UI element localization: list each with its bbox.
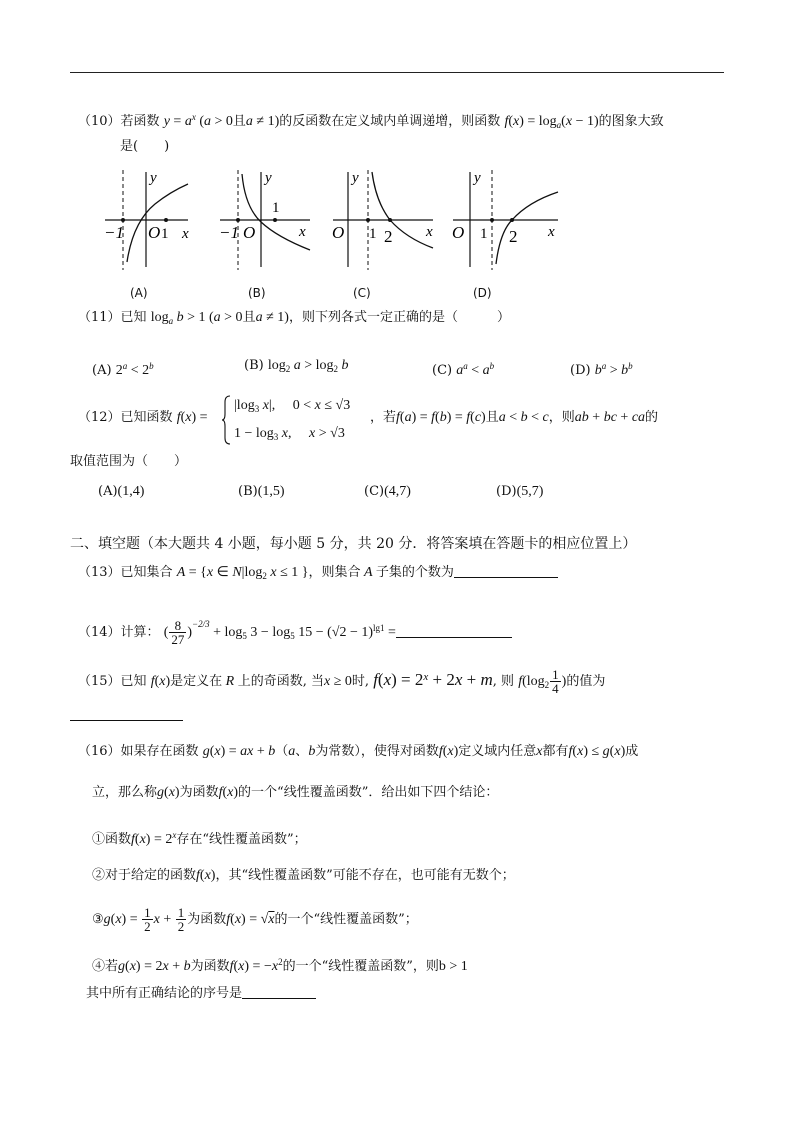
svg-text:O: O bbox=[243, 223, 256, 242]
svg-text:O: O bbox=[452, 223, 465, 242]
q16-answer-blank[interactable] bbox=[242, 984, 316, 999]
graph-d-label: (D) bbox=[473, 286, 492, 300]
graph-b bbox=[215, 162, 315, 272]
graph-a bbox=[100, 162, 195, 272]
section-2-heading: 二、填空题（本大题共 4 小题，每小题 5 分，共 20 分．将答案填在答题卡的相应位置上） bbox=[70, 536, 637, 552]
svg-text:1: 1 bbox=[369, 226, 377, 242]
svg-text:y: y bbox=[150, 170, 157, 186]
svg-text:1: 1 bbox=[480, 226, 488, 242]
question-15: （15）已知 f(x)是定义在 R 上的奇函数, 当x ≥ 0时, $f(x) = 2^x + 2x + m$, 则 $f(\log_2$ $\frac{1}{4}$ )的值为 bbox=[78, 667, 606, 696]
q11-option-b: (B) $\log_2 a > \log_2 b$ bbox=[244, 358, 349, 374]
svg-text:2: 2 bbox=[509, 227, 518, 246]
svg-text:−1: −1 bbox=[104, 223, 124, 242]
question-12-lead: （12）已知函数 f(x) = bbox=[78, 410, 208, 425]
q12-option-c: (C)(4,7) bbox=[364, 484, 411, 499]
question-14: （14）计算： ( $\frac{8}{27}$ )$^{-2/3} + \log_5 3 - \log_5 15 - (√2 - 1)^{lg1}$ = bbox=[78, 614, 512, 646]
question-11: （11）已知 $\log_a b > 1$ (a > 0且a ≠ 1)，则下列各式一定正确的是（ ） bbox=[78, 310, 510, 326]
conclusion-3: ③g(x) = $\frac{1}{2}$ x + $\frac{1}{2}$ 为函数f(x) = √x的一个“线性覆盖函数”； bbox=[92, 905, 418, 934]
conclusion-1: ①函数$f(x) = 2^x$存在“线性覆盖函数”； bbox=[92, 830, 307, 847]
q12-option-a: (A)(1,4) bbox=[98, 484, 145, 499]
svg-text:1: 1 bbox=[272, 200, 280, 216]
svg-text:x: x bbox=[426, 224, 433, 240]
question-12-cont: 取值范围为（ ） bbox=[70, 454, 188, 469]
graph-d bbox=[448, 162, 563, 272]
q11-option-d: (D) $b^a > b^b$ bbox=[570, 361, 633, 378]
q12-option-d: (D)(5,7) bbox=[496, 484, 544, 499]
svg-text:x: x bbox=[299, 224, 306, 240]
q15-answer-blank[interactable] bbox=[70, 706, 183, 721]
svg-text:y: y bbox=[474, 170, 481, 186]
svg-text:y: y bbox=[265, 170, 272, 186]
graph-c-label: (C) bbox=[353, 286, 371, 300]
q13-answer-blank[interactable] bbox=[454, 563, 558, 578]
question-16: （16）如果存在函数 g(x) = ax + b（a、b为常数），使得对函数f(x)定义域内任意x都有f(x) ≤ g(x)成 bbox=[78, 744, 639, 759]
q14-answer-blank[interactable] bbox=[396, 623, 512, 638]
graph-a-label: (A) bbox=[130, 286, 148, 300]
q11-option-a: (A) $2^a < 2^b$ bbox=[92, 361, 154, 378]
q11-option-c: (C) $a^a < a^b$ bbox=[432, 361, 495, 378]
svg-text:y: y bbox=[352, 170, 359, 186]
piece-1: $|\log_3$ x|, 0 < x ≤ √3 bbox=[234, 398, 351, 414]
q12-option-b: (B)(1,5) bbox=[238, 484, 285, 499]
graph-c bbox=[328, 162, 438, 272]
piece-2: $1 - \log_3 x$, x > √3 bbox=[234, 426, 345, 442]
question-10-cont: 是( ) bbox=[120, 139, 170, 154]
question-12-tail: ，若f(a) = f(b) = f(c)且a < b < c，则ab + bc + ca的 bbox=[370, 410, 659, 425]
svg-text:−1: −1 bbox=[219, 223, 239, 242]
conclusion-2: ②对于给定的函数f(x)，其“线性覆盖函数”可能不存在，也可能有无数个； bbox=[92, 868, 515, 883]
question-13: （13）已知集合 A = {x ∈ $N|\log_2$ x ≤ 1 }，则集合 A 子集的个数为 bbox=[78, 563, 558, 586]
svg-text:O: O bbox=[332, 223, 345, 242]
conclusion-4: ④若g(x) = 2x + b为函数$f(x) = -x^2$的一个“线性覆盖函数”，则b > 1 bbox=[92, 957, 468, 974]
header-rule bbox=[70, 72, 724, 73]
svg-text:x: x bbox=[548, 224, 555, 240]
svg-text:1: 1 bbox=[161, 226, 169, 242]
svg-text:x: x bbox=[182, 226, 189, 242]
graph-b-label: (B) bbox=[248, 286, 266, 300]
question-16-final: 其中所有正确结论的序号是 bbox=[86, 984, 316, 1004]
svg-text:O: O bbox=[148, 223, 161, 242]
question-10: （10）若函数 $y = a^x$ (a > 0且a ≠ 1)的反函数在定义域内单调递增，则函数 $f(x) = \log_a(x - 1)$的图象大致 bbox=[78, 112, 664, 130]
svg-text:2: 2 bbox=[384, 227, 393, 246]
question-16-line2: 立，那么称g(x)为函数f(x)的一个“线性覆盖函数”．给出如下四个结论： bbox=[92, 785, 499, 800]
